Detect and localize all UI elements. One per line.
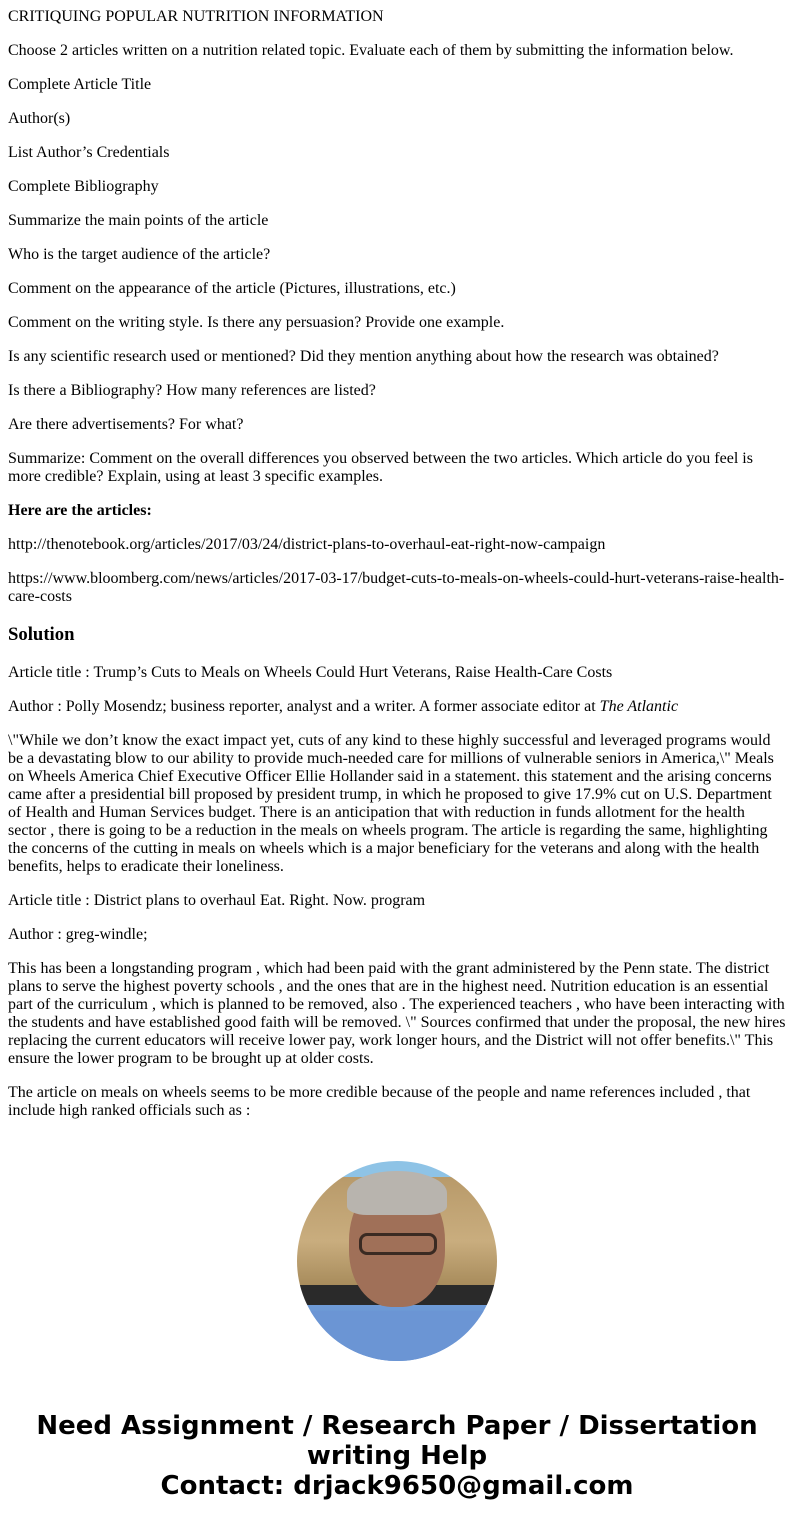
avatar-hair: [347, 1171, 447, 1215]
question-item: Complete Article Title: [8, 76, 152, 93]
question-item: Are there advertisements? For what?: [8, 416, 244, 433]
question-item: List Author’s Credentials: [8, 144, 170, 161]
article2-summary: This has been a longstanding program , which had been paid with the grant administered by the Penn state. The district plans to serve the highest poverty schools , and the ones that are in the highest need. Nutrition education is an essential part of the curriculum , which is planned to be removed, also . The experienced teachers , who have been interacting with the students and have established good faith will be removed. \" Sources confirmed that under the proposal, the new hires replacing the current educators will receive lower pay, work longer hours, and the District will not offer benefits.\" This ensure the lower program to be brought up at older costs.: [8, 960, 786, 1067]
promo-banner: [0, 1411, 794, 1501]
avatar-glasses: [359, 1233, 437, 1255]
document-body: [0, 8, 794, 1120]
question-item: Comment on the writing style. Is there any persuasion? Provide one example.: [8, 314, 505, 331]
article-link-notebook: http://thenotebook.org/articles/2017/03/24/district-plans-to-overhaul-eat-right-now-campaign: [8, 536, 606, 553]
question-item: Summarize: Comment on the overall differences you observed between the two articles. Which article do you feel is more credible? Explain, using at least 3 specific examples.: [8, 450, 753, 485]
question-item: Who is the target audience of the article?: [8, 246, 271, 263]
article1-summary: \"While we don’t know the exact impact yet, cuts of any kind to these highly successful and leveraged programs would be a devastating blow to our ability to provide much-needed care for millions of vulnerable seniors in America,\" Meals on Wheels America Chief Executive Officer Ellie Hollander said in a statement. this statement and the arising concerns came after a presidential bill proposed by president trump, in which he proposed to give 17.9% cut on U.S. Department of Health and Human Services budget. There is an anticipation that with reduction in funds allotment for the health sector , there is going to be a reduction in the meals on wheels program. The article is regarding the same, highlighting the concerns of the cutting in meals on wheels which is a major beneficiary for the veterans and along with the health benefits, helps to eradicate their loneliness.: [8, 732, 774, 875]
conclusion: The article on meals on wheels seems to be more credible because of the people and name references included , that include high ranked officials such as :: [8, 1084, 751, 1119]
article1-author-text: Author : Polly Mosendz; business reporter, analyst and a writer. A former associate editor at: [8, 698, 600, 715]
avatar-shirt: [297, 1311, 497, 1361]
question-intro: Choose 2 articles written on a nutrition related topic. Evaluate each of them by submitting the information below.: [8, 42, 734, 59]
promo-line-2: writing Help: [306, 1441, 488, 1471]
solution-heading: Solution: [8, 624, 75, 645]
question-item: Summarize the main points of the article: [8, 212, 269, 229]
article2-author: Author : greg-windle;: [8, 926, 148, 943]
promo-line-1: Need Assignment / Research Paper / Dissertation: [36, 1411, 758, 1441]
article1-publication: The Atlantic: [599, 698, 679, 715]
question-item: Is any scientific research used or mentioned? Did they mention anything about how the research was obtained?: [8, 348, 719, 365]
article1-title: Article title : Trump’s Cuts to Meals on Wheels Could Hurt Veterans, Raise Health-Care Costs: [8, 664, 613, 681]
article1-author: [8, 698, 786, 716]
question-item: Comment on the appearance of the article (Pictures, illustrations, etc.): [8, 280, 456, 297]
question-item: Complete Bibliography: [8, 178, 159, 195]
question-item: Author(s): [8, 110, 71, 127]
question-item: Is there a Bibliography? How many references are listed?: [8, 382, 376, 399]
question-heading: CRITIQUING POPULAR NUTRITION INFORMATION: [8, 8, 384, 25]
avatar: [297, 1161, 497, 1361]
article2-title: Article title : District plans to overhaul Eat. Right. Now. program: [8, 892, 426, 909]
promo-contact: Contact: drjack9650@gmail.com: [160, 1471, 634, 1501]
articles-label: Here are the articles:: [8, 502, 152, 519]
article-link-bloomberg: https://www.bloomberg.com/news/articles/2017-03-17/budget-cuts-to-meals-on-wheels-could-hurt-veterans-raise-health-care-costs: [8, 570, 785, 605]
